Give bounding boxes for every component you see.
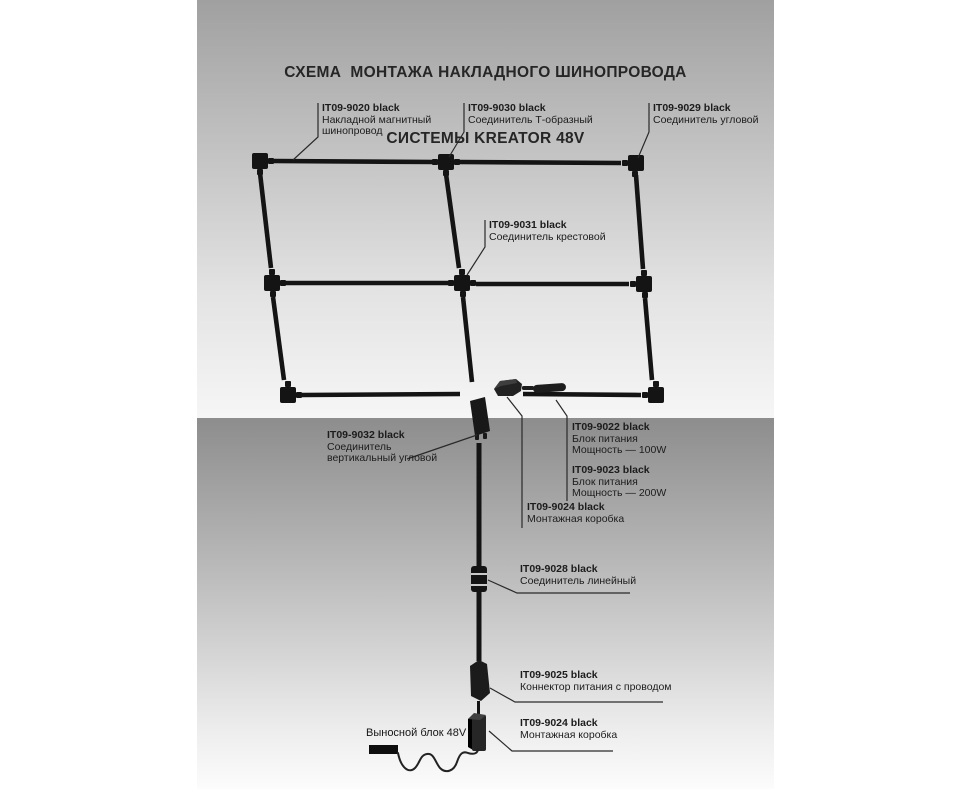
label-it09-9022 <box>572 422 666 457</box>
part-code: IT09-9030 black <box>468 102 546 114</box>
corner-connector-top-right <box>622 155 644 177</box>
track-col-center-lower <box>463 297 472 382</box>
remote-driver-text: Выносной блок 48V <box>366 727 467 739</box>
connectors <box>252 153 664 403</box>
track-bottom-left <box>302 394 460 395</box>
corner-connector-bottom-left <box>280 381 302 403</box>
t-connector-mid-left <box>264 269 286 297</box>
t-connector-mid-right <box>630 270 652 298</box>
track-col-left-upper <box>260 173 271 268</box>
part-desc: Мощность — 200W <box>572 487 667 499</box>
track-col-left-lower <box>273 297 284 380</box>
part-code: IT09-9022 black <box>572 421 650 433</box>
track-col-right-upper <box>636 175 643 269</box>
label-it09-9020 <box>322 103 431 138</box>
leader-9022-9023 <box>556 400 567 501</box>
part-code: IT09-9025 black <box>520 669 598 681</box>
leader-9031 <box>467 220 485 275</box>
part-code: IT09-9020 black <box>322 102 400 114</box>
leader-9020 <box>293 103 318 160</box>
part-desc: Соединитель угловой <box>653 113 759 126</box>
part-desc: шинопровод <box>322 125 383 137</box>
power-supply-link <box>522 386 534 390</box>
part-desc: Блок питания <box>572 432 638 445</box>
part-code: IT09-9031 black <box>489 219 567 231</box>
corner-connector-top-left <box>252 153 274 175</box>
leader-9030 <box>449 103 464 157</box>
label-it09-9029 <box>653 103 758 126</box>
part-desc: Соединитель Т-образный <box>468 113 593 126</box>
part-desc: Монтажная коробка <box>527 512 625 525</box>
title-line-2: СИСТЕМЫ KREATOR 48V <box>386 130 585 147</box>
mounting-box-ceiling <box>494 379 522 396</box>
label-it09-9028 <box>520 564 636 587</box>
label-it09-9023 <box>572 465 666 500</box>
label-it09-9024-wall <box>527 502 624 525</box>
track-top-left <box>274 161 436 162</box>
part-code: IT09-9032 black <box>327 429 405 441</box>
t-connector-top <box>432 154 460 176</box>
part-code: IT09-9028 black <box>520 563 598 575</box>
part-code: IT09-9024 black <box>527 501 605 513</box>
track-col-right-lower <box>645 298 652 380</box>
part-desc: Накладной магнитный <box>322 113 432 126</box>
label-it09-9025 <box>520 670 672 693</box>
part-desc: Соединитель крестовой <box>489 230 606 243</box>
mounting-box-wall <box>468 713 486 751</box>
label-remote-driver <box>366 728 466 740</box>
leader-9024-wall <box>507 397 522 528</box>
title-line-1: СХЕМА МОНТАЖА НАКЛАДНОГО ШИНОПРОВОДА <box>284 64 687 81</box>
track-top-right <box>460 162 621 163</box>
track-col-center-upper <box>446 174 459 268</box>
cross-connector-center <box>448 269 476 297</box>
label-it09-9024-bottom <box>520 718 617 741</box>
power-cable <box>398 749 478 771</box>
part-desc: Соединитель линейный <box>520 574 637 587</box>
part-desc: вертикальный угловой <box>327 452 438 464</box>
corner-connector-bottom-right <box>642 381 664 403</box>
part-desc: Соединитель <box>327 440 392 453</box>
label-it09-9031 <box>489 220 606 243</box>
power-supply-unit <box>533 383 566 393</box>
part-desc: Блок питания <box>572 475 638 488</box>
track-bottom-right <box>523 394 641 395</box>
part-desc: Монтажная коробка <box>520 728 618 741</box>
leader-9029 <box>638 103 649 158</box>
part-code: IT09-9029 black <box>653 102 731 114</box>
power-feed-connector <box>470 660 490 701</box>
part-code: IT09-9023 black <box>572 464 650 476</box>
label-it09-9032 <box>327 430 437 465</box>
part-desc: Коннектор питания с проводом <box>520 680 672 693</box>
vertical-corner-connector <box>470 397 490 440</box>
part-desc: Мощность — 100W <box>572 444 667 456</box>
label-it09-9030 <box>468 103 593 126</box>
part-code: IT09-9024 black <box>520 717 598 729</box>
linear-connector <box>471 566 487 592</box>
remote-driver-block <box>369 745 398 754</box>
